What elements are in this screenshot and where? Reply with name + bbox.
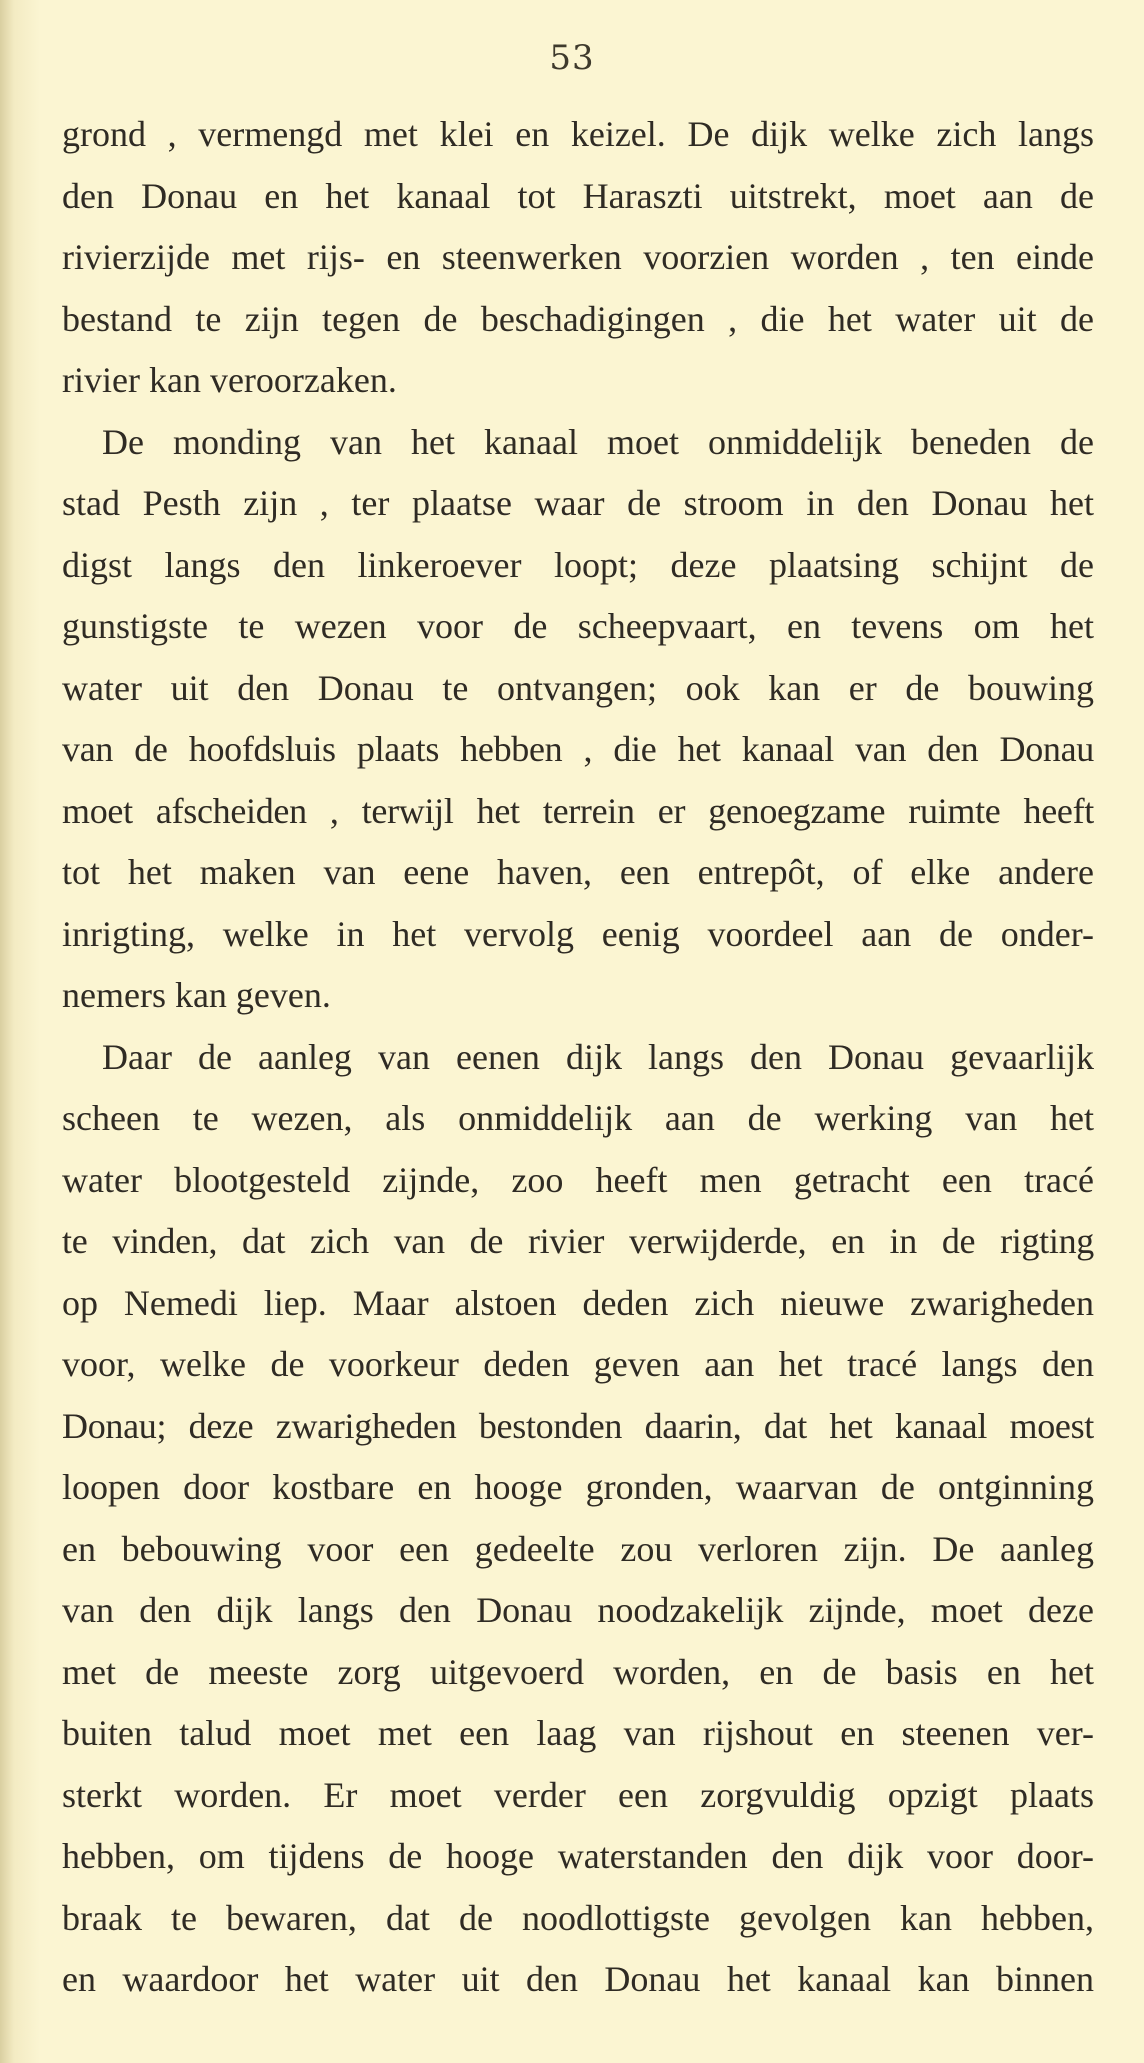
text-line: tot het maken van eene haven, een entrepôt, of elke andere bbox=[62, 852, 1094, 892]
text-line: rivier kan veroorzaken. bbox=[62, 360, 397, 400]
text-line: voor, welke de voorkeur deden geven aan het tracé langs den bbox=[62, 1344, 1094, 1384]
text-line: buiten talud moet met een laag van rijshout en steenen ver- bbox=[62, 1713, 1094, 1753]
text-line: water uit den Donau te ontvangen; ook kan er de bouwing bbox=[62, 667, 1094, 708]
text-line: te vinden, dat zich van de rivier verwijderde, en in de rigting bbox=[62, 1221, 1094, 1261]
text-line: met de meeste zorg uitgevoerd worden, en de basis en het bbox=[62, 1651, 1094, 1692]
text-line: nemers kan geven. bbox=[62, 975, 331, 1015]
text-line: Daar de aanleg van eenen dijk langs den Donau gevaarlijk bbox=[102, 1036, 1094, 1077]
body-text bbox=[62, 104, 1094, 2011]
text-line: van de hoofdsluis plaats hebben , die het kanaal van den Donau bbox=[62, 729, 1094, 769]
text-line: bestand te zijn tegen de beschadigingen , die het water uit de bbox=[62, 298, 1094, 339]
text-line: scheen te wezen, als onmiddelijk aan de werking van het bbox=[62, 1098, 1094, 1138]
text-line: den Donau en het kanaal tot Haraszti uitstrekt, moet aan de bbox=[62, 175, 1094, 216]
page-number: 53 bbox=[549, 38, 595, 78]
text-line: hebben, om tijdens de hooge waterstanden den dijk voor door- bbox=[62, 1836, 1094, 1876]
text-line: grond , vermengd met klei en keizel. De dijk welke zich langs bbox=[62, 114, 1094, 154]
text-line: loopen door kostbare en hooge gronden, waarvan de ontginning bbox=[62, 1467, 1094, 1507]
text-line: stad Pesth zijn , ter plaatse waar de stroom in den Donau het bbox=[62, 483, 1094, 523]
text-line: gunstigste te wezen voor de scheepvaart, en tevens om het bbox=[62, 606, 1094, 646]
text-line: en waardoor het water uit den Donau het kanaal kan binnen bbox=[62, 1959, 1094, 1999]
text-line: inrigting, welke in het vervolg eenig voordeel aan de onder- bbox=[62, 913, 1094, 954]
text-line: braak te bewaren, dat de noodlottigste gevolgen kan hebben, bbox=[62, 1897, 1094, 1938]
text-line: van den dijk langs den Donau noodzakelijk zijnde, moet deze bbox=[62, 1590, 1094, 1630]
text-line: sterkt worden. Er moet verder een zorgvuldig opzigt plaats bbox=[62, 1774, 1094, 1815]
text-line: digst langs den linkeroever loopt; deze plaatsing schijnt de bbox=[62, 544, 1094, 585]
text-line: Donau; deze zwarigheden bestonden daarin, dat het kanaal moest bbox=[62, 1405, 1094, 1446]
text-line: water blootgesteld zijnde, zoo heeft men getracht een tracé bbox=[62, 1159, 1094, 1200]
text-line: op Nemedi liep. Maar alstoen deden zich nieuwe zwarigheden bbox=[62, 1282, 1094, 1323]
text-line: rivierzijde met rijs- en steenwerken voorzien worden , ten einde bbox=[62, 237, 1094, 277]
text-line: De monding van het kanaal moet onmiddelijk beneden de bbox=[102, 421, 1094, 462]
text-line: moet afscheiden , terwijl het terrein er genoegzame ruimte heeft bbox=[62, 790, 1094, 831]
text-line: en bebouwing voor een gedeelte zou verloren zijn. De aanleg bbox=[62, 1528, 1094, 1569]
